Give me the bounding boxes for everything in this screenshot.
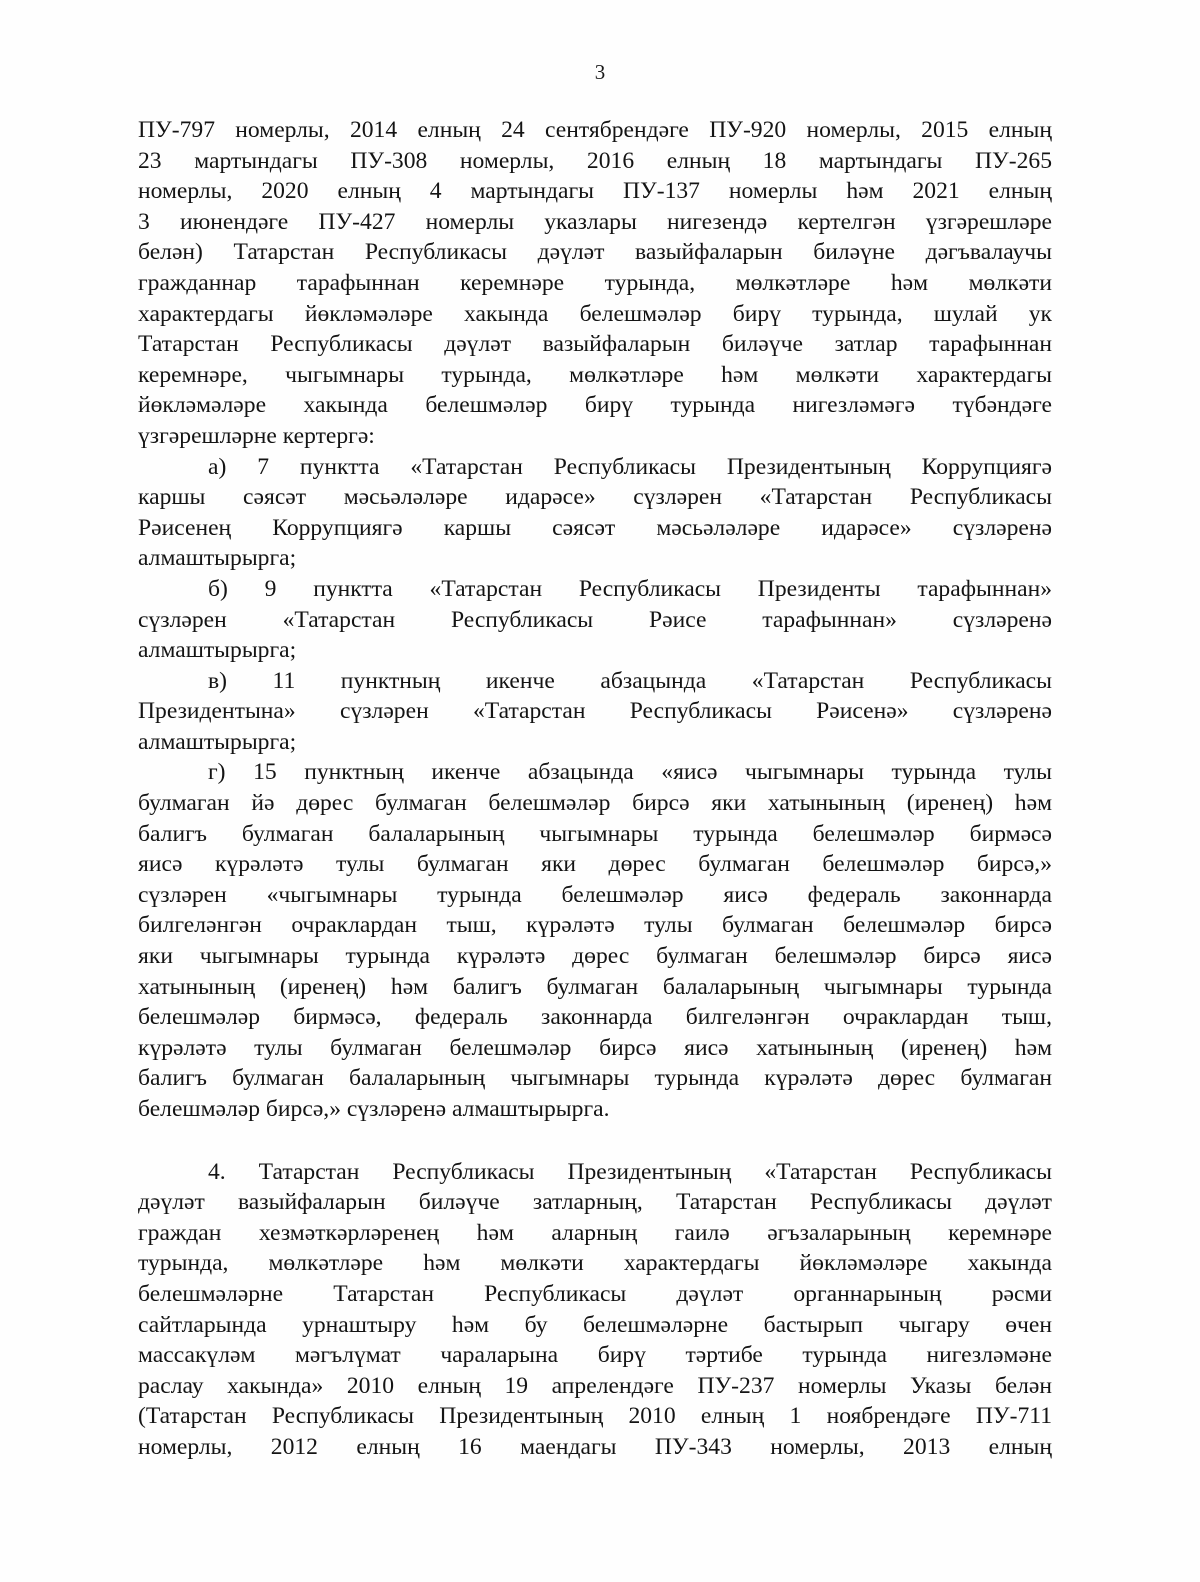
text-line: номерлы, 2020 елның 4 мартындагы ПУ-137 номерлы һәм 2021 елның [138,178,1052,205]
text-line: сүзләрен «Татарстан Республикасы Рәисе тарафыннан» сүзләренә [138,606,1052,633]
text-line: г) 15 пунктның икенче абзацында «яисә чыгымнары турында тулы [208,759,1052,786]
text-line: белешмәләрне Татарстан Республикасы дәүләт органнарының рәсми [138,1280,1052,1307]
paragraph-item-g [138,757,1052,1124]
document-body [138,115,1052,1463]
text-line: балигъ булмаган балаларының чыгымнары турында белешмәләр бирмәсә [138,820,1052,847]
text-line: керемнәре, чыгымнары турында, мөлкәтләре һәм мөлкәти характердагы [138,361,1052,388]
text-line: үзгәрешләрне кертергә: [138,422,375,449]
text-line: б) 9 пунктта «Татарстан Республикасы Президенты тарафыннан» [208,575,1052,602]
text-line: алмаштырырга; [138,637,297,664]
text-line: күрәләтә тулы булмаган белешмәләр бирсә яисә хатынының (иренең) һәм [138,1034,1052,1061]
text-line: билгеләнгән очраклардан тыш, күрәләтә тулы булмаган белешмәләр бирсә [138,912,1052,939]
text-line: граждан хезмәткәрләренең һәм аларның гаилә әгъзаларының керемнәре [138,1219,1052,1246]
text-line: алмаштырырга; [138,728,297,755]
text-line: каршы сәясәт мәсьәләләре идарәсе» сүзләрен «Татарстан Республикасы [138,484,1052,511]
text-line: хатынының (иренең) һәм балигъ булмаган балаларының чыгымнары турында [138,973,1052,1000]
text-line: 23 мартындагы ПУ-308 номерлы, 2016 елның 18 мартындагы ПУ-265 [138,147,1052,174]
text-line: 3 июнендәге ПУ-427 номерлы указлары нигезендә кертелгән үзгәрешләре [138,208,1052,235]
text-line: яки чыгымнары турында күрәләтә дөрес булмаган белешмәләр бирсә яисә [138,943,1052,970]
paragraph-continuation [138,115,1052,452]
text-line: гражданнар тарафыннан керемнәре турында, мөлкәтләре һәм мөлкәти [138,269,1052,296]
text-line: булмаган йә дөрес булмаган белешмәләр бирсә яки хатынының (иренең) һәм [138,790,1052,817]
paragraph-spacer [138,1125,1052,1157]
text-line: массакүләм мәгълүмат чараларына бирү тәртибе турында нигезләмәне [138,1342,1052,1369]
paragraph-item-v [138,666,1052,758]
text-line: номерлы, 2012 елның 16 маендагы ПУ-343 номерлы, 2013 елның [138,1433,1052,1460]
text-line: Президентына» сүзләрен «Татарстан Республикасы Рәисенә» сүзләренә [138,698,1052,725]
text-line: ПУ-797 номерлы, 2014 елның 24 сентябрендәге ПУ-920 номерлы, 2015 елның [138,117,1052,143]
text-line: белән) Татарстан Республикасы дәүләт вазыйфаларын биләүне дәгъвалаучы [138,239,1052,266]
text-line: яисә күрәләтә тулы булмаган яки дөрес булмаган белешмәләр бирсә,» [138,851,1052,878]
text-line: в) 11 пунктның икенче абзацында «Татарстан Республикасы [208,667,1052,694]
text-line: йөкләмәләре хакында белешмәләр бирү турында нигезләмәгә түбәндәге [138,392,1052,419]
text-line: (Татарстан Республикасы Президентының 2010 елның 1 ноябрендәге ПУ-711 [138,1403,1052,1430]
text-line: алмаштырырга; [138,545,297,572]
text-line: Рәисенең Коррупциягә каршы сәясәт мәсьәләләре идарәсе» сүзләренә [138,514,1052,541]
text-line: белешмәләр бирсә,» сүзләренә алмаштырырга. [138,1096,610,1122]
text-line: характердагы йөкләмәләре хакында белешмәләр бирү турында, шулай ук [138,300,1052,327]
paragraph-section-4 [138,1157,1052,1463]
text-line: раслау хакында» 2010 елның 19 апрелендәге ПУ-237 номерлы Указы белән [138,1372,1052,1399]
text-line: 4. Татарстан Республикасы Президентының «Татарстан Республикасы [208,1158,1052,1185]
paragraph-item-b [138,574,1052,666]
text-line: сайтларында урнаштыру һәм бу белешмәләрне бастырып чыгару өчен [138,1311,1052,1338]
text-line: а) 7 пунктта «Татарстан Республикасы Президентының Коррупциягә [208,453,1052,480]
page-number: 3 [594,60,606,84]
text-line: Татарстан Республикасы дәүләт вазыйфаларын биләүче затлар тарафыннан [138,331,1052,358]
text-line: турында, мөлкәтләре һәм мөлкәти характердагы йөкләмәләре хакында [138,1250,1052,1277]
text-line: белешмәләр бирмәсә, федераль законнарда билгеләнгән очраклардан тыш, [138,1004,1052,1031]
text-line: дәүләт вазыйфаларын биләүче затларның, Татарстан Республикасы дәүләт [138,1189,1052,1216]
text-line: сүзләрен «чыгымнары турында белешмәләр яисә федераль законнарда [138,881,1052,908]
text-line: балигъ булмаган балаларының чыгымнары турында күрәләтә дөрес булмаган [138,1065,1052,1092]
paragraph-item-a [138,452,1052,574]
